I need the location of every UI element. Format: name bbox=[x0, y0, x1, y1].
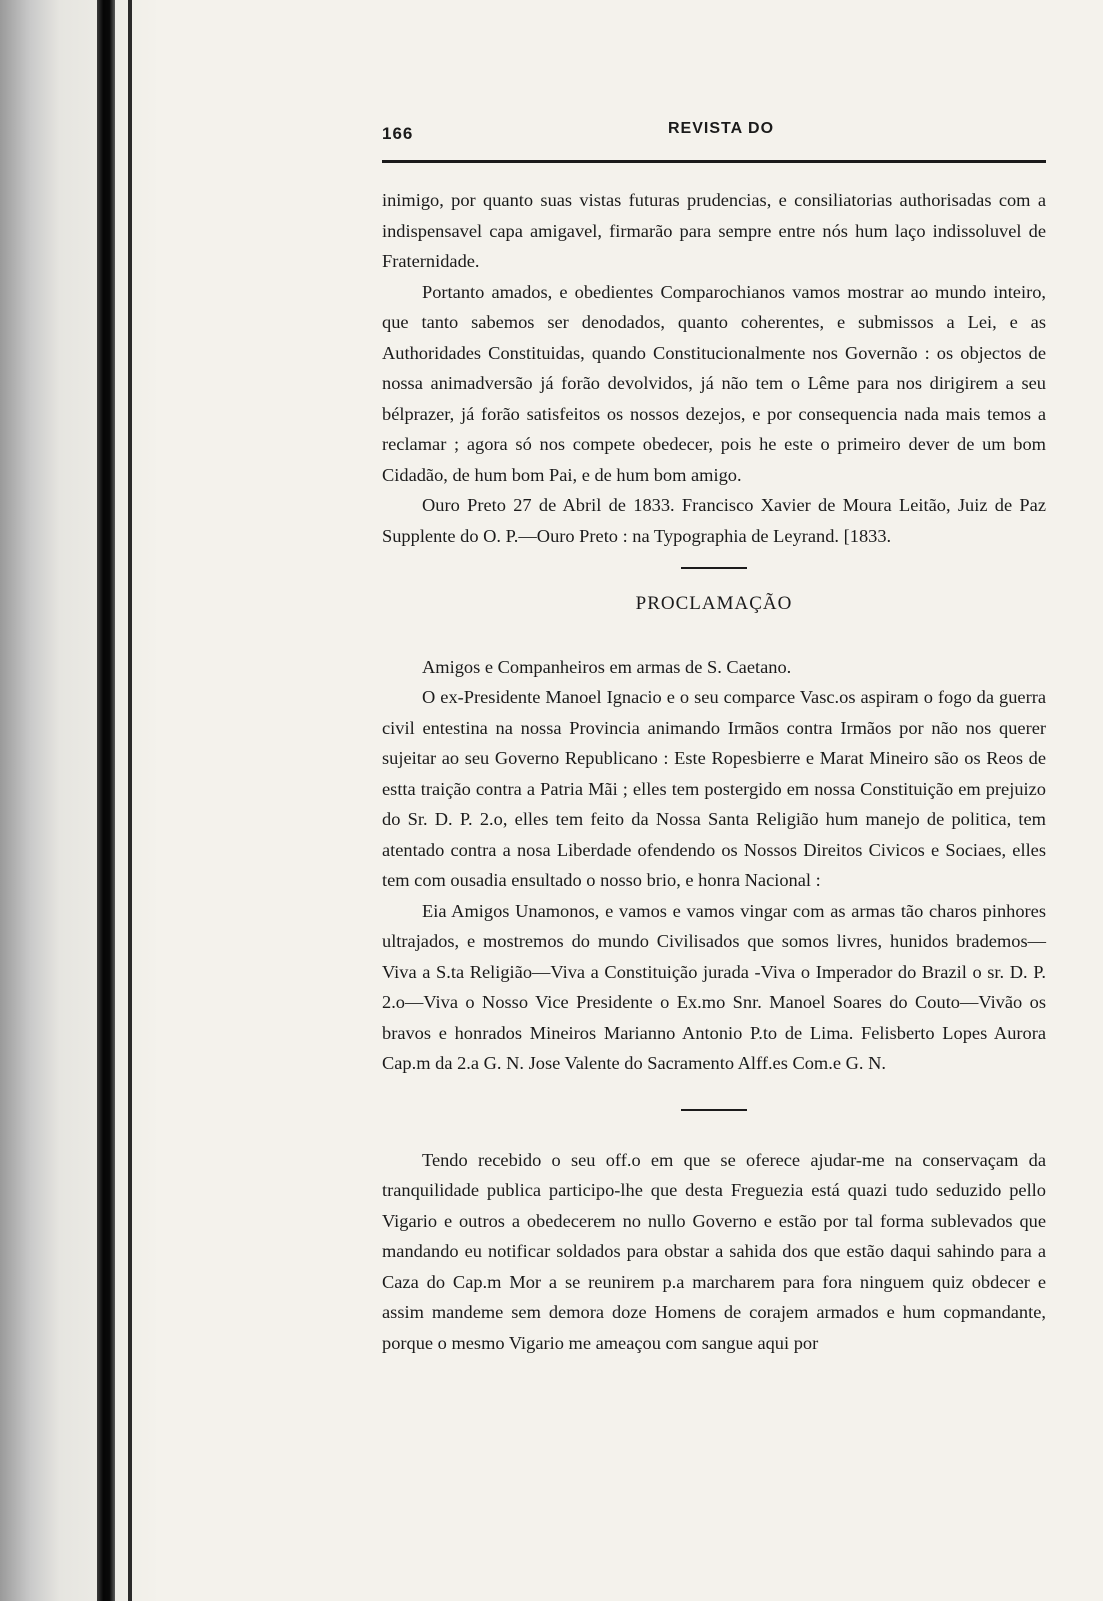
intro-paragraph-1: inimigo, por quanto suas vistas futuras prudencias, e consiliatorias authorisadas com a indispensavel capa amigavel, firmarão para sempre entre nós hum laço indissoluvel de Fraternidade. bbox=[382, 190, 1046, 271]
page-header bbox=[382, 110, 1046, 163]
intro-paragraph-2: Portanto amados, e obedientes Comparochianos vamos mostrar ao mundo inteiro, que tanto sabemos ser denodados, quanto coherentes, e submissos a Lei, e as Authoridades Constituidas, quando Constitucionalmente nos Governão : os objectos de nossa animadversão já forão devolvidos, já não tem o Lême para nos dirigirem a seu bélprazer, já forão satisfeitos os nossos dezejos, e por consequencia nada mais temos a reclamar ; agora só nos compete obedecer, pois he este o primeiro dever de um bom Cidadão, de hum bom Pai, e de hum bom amigo. bbox=[382, 281, 1046, 485]
page-number: 166 bbox=[382, 124, 414, 143]
letter-divider bbox=[681, 1109, 747, 1111]
running-title: REVISTA DO bbox=[668, 120, 775, 137]
body-text bbox=[382, 185, 1046, 1358]
proclamation-paragraph-1: O ex-Presidente Manoel Ignacio e o seu comparce Vasc.os aspiram o fogo da guerra civil entestina na nossa Provincia animando Irmãos contra Irmãos por não nos querer sujeitar ao seu Governo Republicano : Este Ropesbierre e Marat Mineiro são os Reos de estta traição contra a Patria Mãi ; elles tem postergido em nossa Constituição em prejuizo do Sr. D. P. 2.o, elles tem feito da Nossa Santa Religião hum manejo de politica, tem atentado contra a nosa Liberdade ofendendo os Nossos Direitos Civicos e Sociaes, elles tem com ousadia ensultado o nosso brio, e honra Nacional : bbox=[382, 687, 1046, 890]
section-title: PROCLAMAÇÃO bbox=[635, 593, 793, 614]
page bbox=[382, 110, 1046, 1358]
imprint-paragraph: Ouro Preto 27 de Abril de 1833. Francisco Xavier de Moura Leitão, Juiz de Paz Supplente do O. P.—Ouro Preto : na Typographia de Leyrand. [1833. bbox=[382, 495, 1046, 546]
scan-gutter bbox=[0, 0, 160, 1601]
binding-line bbox=[128, 0, 132, 1601]
proclamation-paragraph-2: Eia Amigos Unamonos, e vamos e vamos vingar com as armas tão charos pinhores ultrajados, e mostremos do mundo Civilisados que somos livres, hunidos brademos—Viva a S.ta Religião—Viva a Constituição jurada -Viva o Imperador do Brazil o sr. D. P. 2.o—Viva o Nosso Vice Presidente o Ex.mo Snr. Manoel Soares do Couto—Vivão os bravos e honrados Mineiros Marianno Antonio P.to de Lima. Felisberto Lopes Aurora Cap.m da 2.a G. N. Jose Valente do Sacramento Alff.es Com.e G. N. bbox=[382, 900, 1046, 1073]
binding-edge bbox=[97, 0, 115, 1601]
letter-paragraph: Tendo recebido o seu off.o em que se oferece ajudar-me na conservaçam da tranquilidade publica participo-lhe que desta Freguezia está quazi tudo seduzido pello Vigario e outros a obedecerem no nullo Governo e estão por tal forma sublevados que mandando eu notificar soldados para obstar a sahida dos que estão daqui sahindo para a Caza do Cap.m Mor a se reunirem p.a marcharem para fora ninguem quiz obdecer e assim mandeme sem demora doze Homens de corajem armados e hum copmandante, porque o mesmo Vigario me ameaçou com sangue aqui por bbox=[382, 1149, 1046, 1353]
section-divider bbox=[681, 567, 747, 569]
proclamation-salutation: Amigos e Companheiros em armas de S. Caetano. bbox=[422, 656, 792, 677]
